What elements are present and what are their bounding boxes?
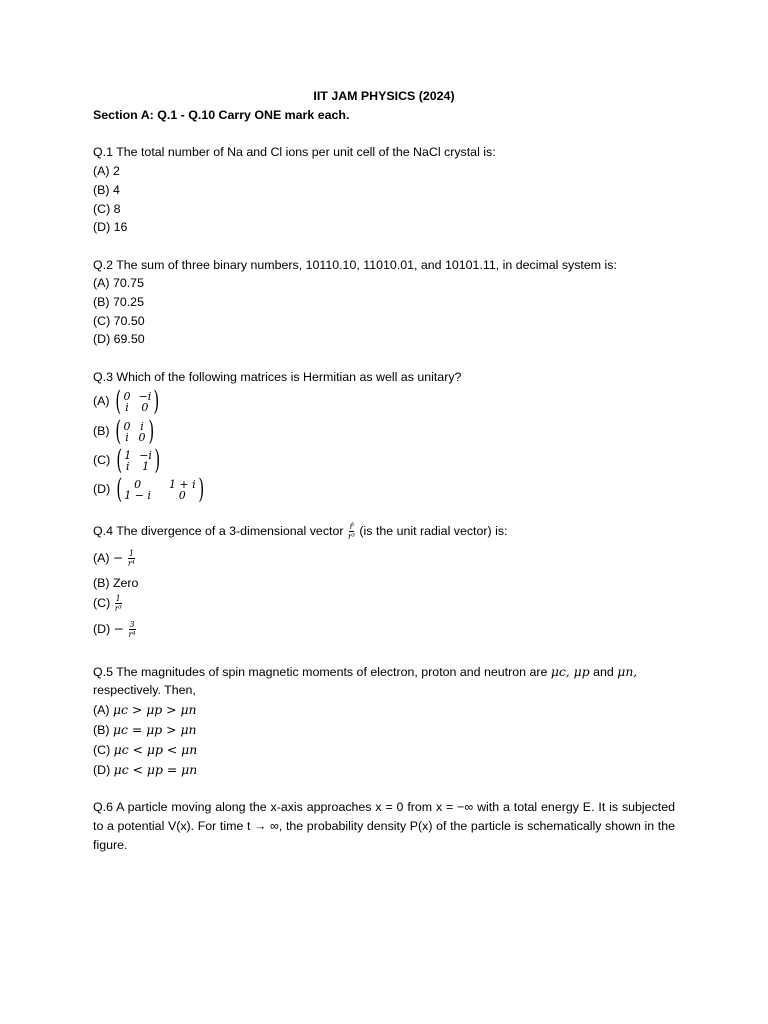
q1-option-d: (D) 16 — [93, 220, 128, 234]
q3-option-b-matrix: ( 0 i i 0 ) — [115, 416, 154, 447]
q2-option-d: (D) 69.50 — [93, 332, 145, 346]
fraction-denominator: r³ — [347, 532, 355, 542]
q5-option-c — [93, 740, 197, 760]
fraction-numerator: 1 — [115, 594, 121, 604]
fraction-numerator: r̂ — [349, 522, 354, 532]
q4-option-c-label: (C) — [93, 596, 111, 610]
fraction-denominator: r⁴ — [127, 559, 135, 569]
section-heading: Section A: Q.1 - Q.10 Carry ONE mark each. — [93, 108, 350, 122]
q4-option-d-label: (D) — [93, 622, 111, 636]
page-title: IIT JAM PHYSICS (2024) — [313, 89, 455, 103]
q3-option-d-label: (D) — [93, 481, 111, 496]
q3-option-b-label: (B) — [93, 423, 110, 438]
matrix-entry: −i — [139, 448, 152, 462]
option-fraction — [129, 620, 136, 639]
q5-option-a-expression: μc > μp > μn — [112, 702, 197, 717]
matrix-entry: 1 − i — [124, 488, 151, 502]
question-5-text-start: Q.5 The magnitudes of spin magnetic moments of electron, proton and neutron are — [93, 665, 548, 679]
matrix-entry: 1 — [124, 448, 132, 462]
matrix-entry: 0 — [138, 430, 146, 444]
question-5-text-line2: respectively. Then, — [93, 683, 196, 697]
question-6-text: Q.6 A particle moving along the x-axis approaches x = 0 from x = −∞ with a total energy E. It is subjected to a potential V(x). For time t → ∞, the probability density P(x) of the particle is schematically shown in the figure. — [93, 800, 675, 853]
q4-option-c — [93, 594, 123, 613]
fraction-denominator: r⁴ — [128, 630, 136, 640]
moment-neutron: μn, — [617, 664, 638, 679]
q5-option-a — [93, 700, 197, 720]
q5-option-c-expression: μc < μp < μn — [113, 742, 198, 757]
question-5-text — [93, 662, 637, 682]
matrix-entry: 1 — [142, 459, 150, 473]
matrix-entry: i — [140, 419, 144, 433]
matrix-entry: i — [125, 430, 129, 444]
matrix-entry: i — [125, 400, 129, 414]
matrix-entry: i — [125, 459, 130, 473]
question-2-text: Q.2 The sum of three binary numbers, 10110.10, 11010.01, and 10101.11, in decimal system is: — [93, 258, 617, 272]
matrix-entry: 1 + i — [168, 477, 196, 491]
matrix-entry: 0 — [134, 477, 142, 491]
matrix-entry: −i — [138, 389, 152, 403]
fraction-denominator: r³ — [114, 604, 122, 614]
minus-sign: − — [113, 621, 125, 636]
fraction-numerator: 3 — [129, 620, 135, 630]
q5-option-d — [93, 760, 197, 780]
q3-option-c-label: (C) — [93, 452, 111, 467]
question-4-text-start: Q.4 The divergence of a 3-dimensional vector — [93, 524, 344, 538]
q5-option-d-expression: μc < μp = μn — [113, 762, 198, 777]
option-fraction — [128, 549, 135, 568]
q3-option-a-label: (A) — [93, 393, 110, 408]
matrix-entry: 0 — [123, 419, 131, 433]
fraction-numerator: 1 — [128, 549, 134, 559]
q3-option-c-matrix: ( 1 −i i 1 ) — [116, 445, 161, 476]
matrix-entry: 0 — [123, 389, 131, 403]
q3-option-a-matrix: ( 0 −i i 0 ) — [115, 386, 160, 417]
q1-option-b: (B) 4 — [93, 183, 120, 197]
q5-option-c-label: (C) — [93, 743, 111, 757]
q5-option-b-expression: μc = μp > μn — [112, 722, 197, 737]
q5-option-a-label: (A) — [93, 703, 110, 717]
q4-option-b: (B) Zero — [93, 576, 139, 590]
q1-option-a: (A) 2 — [93, 164, 120, 178]
q3-option-c — [93, 447, 163, 474]
moments-expression: μc, μp — [550, 664, 590, 679]
question-1-text: Q.1 The total number of Na and Cl ions per unit cell of the NaCl crystal is: — [93, 145, 496, 159]
matrix-entry: 0 — [178, 488, 186, 502]
q5-option-d-label: (D) — [93, 763, 111, 777]
matrix-entry: 0 — [141, 400, 149, 414]
question-4-text — [93, 522, 507, 541]
q4-option-a — [93, 548, 136, 568]
q4-option-a-label: (A) — [93, 551, 110, 565]
minus-sign: − — [112, 550, 124, 565]
q3-option-a — [93, 388, 162, 415]
q5-option-b — [93, 720, 197, 740]
q4-option-d — [93, 619, 137, 639]
q3-option-d-matrix: ( 0 1 + i 1 − i 0 ) — [116, 474, 204, 505]
q1-option-c: (C) 8 — [93, 202, 121, 216]
question-4-text-end: (is the unit radial vector) is: — [359, 524, 508, 538]
option-fraction — [115, 594, 122, 613]
q2-option-a: (A) 70.75 — [93, 276, 144, 290]
q2-option-b: (B) 70.25 — [93, 295, 144, 309]
q3-option-d — [93, 476, 206, 503]
q3-option-b — [93, 418, 156, 445]
q5-option-b-label: (B) — [93, 723, 110, 737]
vector-fraction — [348, 522, 355, 541]
question-3-text: Q.3 Which of the following matrices is Hermitian as well as unitary? — [93, 370, 462, 384]
conjunction: and — [593, 665, 614, 679]
q2-option-c: (C) 70.50 — [93, 314, 145, 328]
